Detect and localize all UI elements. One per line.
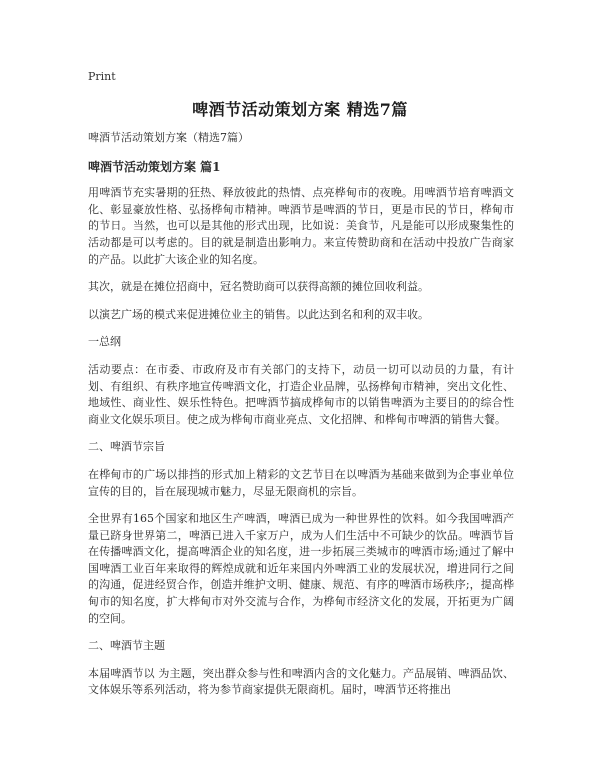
paragraph-theme: 本届啤酒节以 为主题，突出群众参与性和啤酒内含的文化魅力。产品展销、啤酒品饮、文体娱乐等系列活动，将为参节商家提供无限商机。届时，啤酒节还将推出 bbox=[88, 666, 514, 697]
document-body bbox=[88, 130, 514, 710]
paragraph-purpose: 在桦甸市的广场以排挡的形式加上精彩的文艺节目在以啤酒为基础来做到为企事业单位宣传的目的，旨在展现城市魅力，尽显无限商机的宗旨。 bbox=[88, 467, 514, 498]
page-title: 啤酒节活动策划方案 精选7篇 bbox=[192, 100, 408, 119]
paragraph-plaza: 以演艺广场的模式来促进摊位业主的销售。以此达到名和利的双丰收。 bbox=[88, 307, 429, 321]
outline-heading-general: 一总纲 bbox=[88, 335, 121, 349]
paragraph-key-points: 活动要点：在市委、市政府及市有关部门的支持下，动员一切可以动员的力量，有计划、有组织、有秩序地宣传啤酒文化，打造企业品牌，弘扬桦甸市精神，突出文化性、地域性、商业性、娱乐性特色。把啤酒节搞成桦甸市的以销售啤酒为主要目的的综合性商业文化娱乐项目。使之成为桦甸市商业亮点、文化招牌、和桦甸市啤酒的销售大餐。 bbox=[88, 362, 514, 426]
section-heading: 啤酒节活动策划方案 篇1 bbox=[88, 159, 221, 174]
document-subtitle: 啤酒节活动策划方案（精选7篇） bbox=[88, 131, 249, 144]
paragraph-world-beer: 全世界有165个国家和地区生产啤酒，啤酒已成为一种世界性的饮料。如今我国啤酒产量已跻身世界第二，啤酒已进入千家万户，成为人们生活中不可缺少的饮品。啤酒节旨在传播啤酒文化，提高啤酒企业的知名度，进一步拓展三类城市的啤酒市场;通过了解中国啤酒工业百年来取得的辉煌成就和近年来国内外啤酒工业的发展状况，增进同行之间的沟通，促进经贸合作，创造并维护文明、健康、规范、有序的啤酒市场秩序;，提高桦甸市的知名度，扩大桦甸市对外交流与合作，为桦甸市经济文化的发展，开拓更为广阔的空间。 bbox=[88, 512, 514, 625]
outline-heading-purpose: 二、啤酒节宗旨 bbox=[88, 440, 165, 454]
paragraph-sponsor: 其次，就是在摊位招商中，冠名赞助商可以获得高额的摊位回收利益。 bbox=[88, 280, 429, 294]
print-label[interactable]: Print bbox=[88, 70, 116, 83]
outline-heading-theme: 二、啤酒节主题 bbox=[88, 639, 165, 653]
paragraph-intro: 用啤酒节充实暑期的狂热、释放彼此的热情、点亮桦甸市的夜晚。用啤酒节培育啤酒文化、彰显豪放性格、弘扬桦甸市精神。啤酒节是啤酒的节日，更是市民的节日，桦甸市的节日。当然，也可以是其他的形式出现，比如说：美食节，凡是能可以形成聚集性的活动都是可以考虑的。目的就是制造出影响力。来宣传赞助商和在活动中投放广告商家的产品。以此扩大该企业的知名度。 bbox=[88, 186, 514, 266]
